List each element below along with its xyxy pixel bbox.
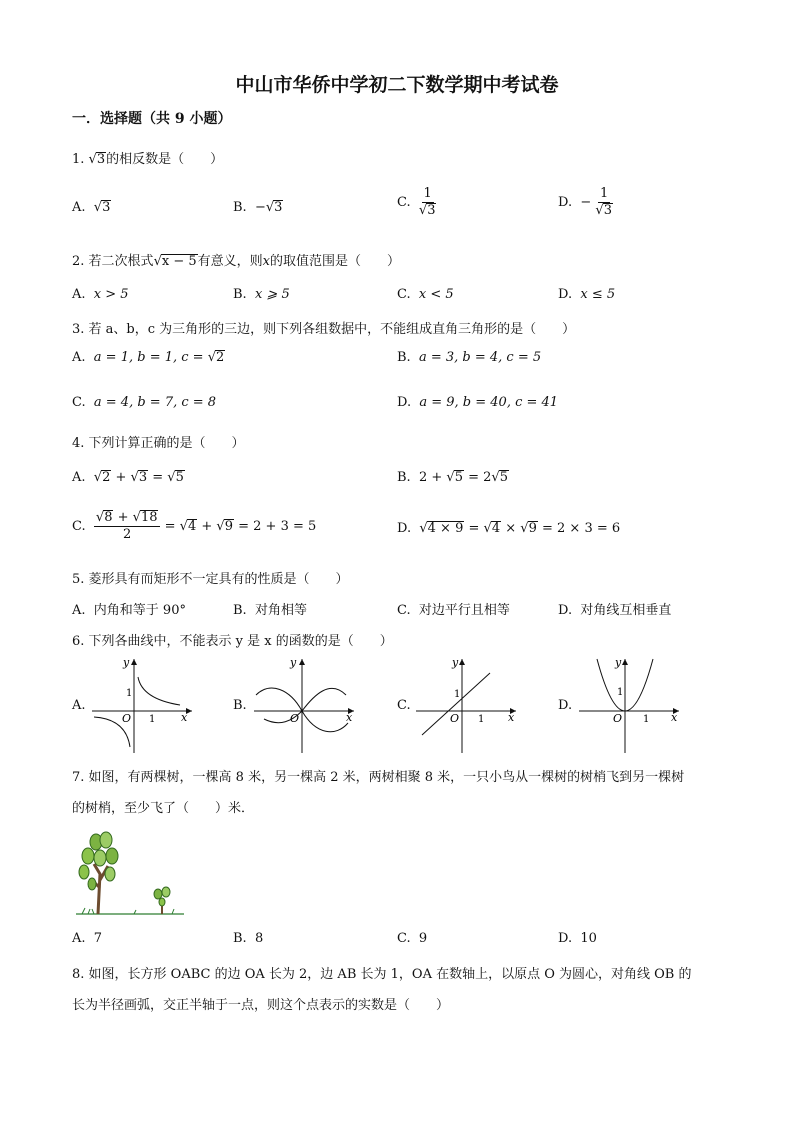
q6-graph-a[interactable] bbox=[88, 655, 198, 755]
q3-option-a[interactable]: A. a = 1, b = 1, c = √2 bbox=[72, 350, 225, 365]
svg-text:1: 1 bbox=[126, 688, 133, 699]
q3-option-b[interactable]: B. a = 3, b = 4, c = 5 bbox=[397, 350, 542, 365]
svg-text:1: 1 bbox=[454, 689, 461, 700]
q6-option-a-label[interactable]: A. bbox=[72, 698, 86, 713]
q6-option-c-label[interactable]: C. bbox=[397, 698, 411, 713]
tall-tree-icon bbox=[79, 832, 118, 914]
question-8-line-2: 长为半径画弧，交正半轴于一点，则这个点表示的实数是（ ） bbox=[72, 998, 450, 1013]
svg-text:1: 1 bbox=[149, 714, 156, 725]
question-1-stem: 1. √3的相反数是（ ） bbox=[72, 152, 224, 167]
q2-option-d[interactable]: D. x ≤ 5 bbox=[558, 287, 616, 302]
question-4-stem: 4. 下列计算正确的是（ ） bbox=[72, 436, 245, 451]
question-7-line-1: 7. 如图，有两棵树，一棵高 8 米，另一棵高 2 米，两树相聚 8 米，一只小鸟从一棵树的树梢飞到另一棵树 bbox=[72, 770, 685, 785]
question-6-stem: 6. 下列各曲线中，不能表示 y 是 x 的函数的是（ ） bbox=[72, 634, 393, 649]
question-2-stem: 2. 若二次根式√x − 5有意义，则x的取值范围是（ ） bbox=[72, 254, 400, 269]
svg-text:x: x bbox=[508, 711, 515, 724]
svg-text:y: y bbox=[290, 656, 297, 669]
q1-option-a[interactable]: A. √3 bbox=[72, 200, 111, 215]
svg-text:O: O bbox=[122, 712, 132, 725]
q4-option-a[interactable]: A. √2 + √3 = √5 bbox=[72, 470, 184, 485]
q7-tree-figure bbox=[74, 828, 186, 918]
svg-text:y: y bbox=[452, 656, 459, 669]
question-5-stem: 5. 菱形具有而矩形不一定具有的性质是（ ） bbox=[72, 572, 349, 587]
q4-option-c[interactable]: C. $\frac{√8 + √18}{2}$ = √4 + √9 = 2 + 3 = 5 bbox=[72, 510, 317, 542]
svg-text:y: y bbox=[615, 656, 622, 669]
question-7-line-2: 的树梢，至少飞了（ ）米． bbox=[72, 801, 255, 816]
q4-option-b[interactable]: B. 2 + √5 = 2√5 bbox=[397, 470, 508, 485]
q7-option-b[interactable]: B. 8 bbox=[233, 931, 264, 946]
q5-option-b[interactable]: B. 对角相等 bbox=[233, 603, 307, 618]
svg-text:x: x bbox=[671, 711, 678, 724]
q5-option-a[interactable]: A. 内角和等于 90° bbox=[72, 603, 186, 618]
svg-text:1: 1 bbox=[643, 714, 650, 725]
q3-option-d[interactable]: D. a = 9, b = 40, c = 41 bbox=[397, 395, 559, 410]
q5-option-d[interactable]: D. 对角线互相垂直 bbox=[558, 603, 672, 618]
q1-option-d[interactable]: D. − $\frac{1}{√3}$ bbox=[558, 186, 612, 218]
svg-text:1: 1 bbox=[478, 714, 485, 725]
q2-option-c[interactable]: C. x < 5 bbox=[397, 287, 454, 302]
q6-graph-b[interactable] bbox=[250, 655, 360, 755]
q7-option-c[interactable]: C. 9 bbox=[397, 931, 428, 946]
question-3-stem: 3. 若 a、b，c 为三角形的三边，则下列各组数据中，不能组成直角三角形的是（ ） bbox=[72, 322, 576, 337]
question-8-line-1: 8. 如图，长方形 OABC 的边 OA 长为 2，边 AB 长为 1，OA 在数轴上，以原点 O 为圆心，对角线 OB 的 bbox=[72, 967, 692, 982]
svg-text:x: x bbox=[346, 711, 353, 724]
q2-option-b[interactable]: B. x ⩾ 5 bbox=[233, 287, 290, 302]
svg-text:O: O bbox=[450, 712, 460, 725]
q6-graph-d[interactable] bbox=[575, 655, 685, 755]
page-title: 中山市华侨中学初二下数学期中考试卷 bbox=[235, 74, 559, 96]
svg-text:y: y bbox=[123, 656, 130, 669]
short-tree-icon bbox=[154, 887, 170, 914]
q5-option-c[interactable]: C. 对边平行且相等 bbox=[397, 603, 510, 618]
section-heading: 一．选择题（共 9 小题） bbox=[72, 111, 232, 127]
q7-option-d[interactable]: D. 10 bbox=[558, 931, 597, 946]
q7-option-a[interactable]: A. 7 bbox=[72, 931, 103, 946]
q3-option-c[interactable]: C. a = 4, b = 7, c = 8 bbox=[72, 395, 217, 410]
svg-text:O: O bbox=[290, 712, 300, 725]
q1-option-c[interactable]: C. $\frac{1}{√3}$ bbox=[397, 186, 436, 218]
q1-option-b[interactable]: B. −√3 bbox=[233, 200, 283, 215]
svg-text:O: O bbox=[613, 712, 623, 725]
svg-text:1: 1 bbox=[617, 687, 624, 698]
q4-option-d[interactable]: D. √4 × 9 = √4 × √9 = 2 × 3 = 6 bbox=[397, 521, 621, 536]
svg-text:x: x bbox=[181, 711, 188, 724]
q2-option-a[interactable]: A. x > 5 bbox=[72, 287, 129, 302]
q6-option-d-label[interactable]: D. bbox=[558, 698, 573, 713]
q6-option-b-label[interactable]: B. bbox=[233, 698, 247, 713]
q6-graph-c[interactable] bbox=[412, 655, 522, 755]
